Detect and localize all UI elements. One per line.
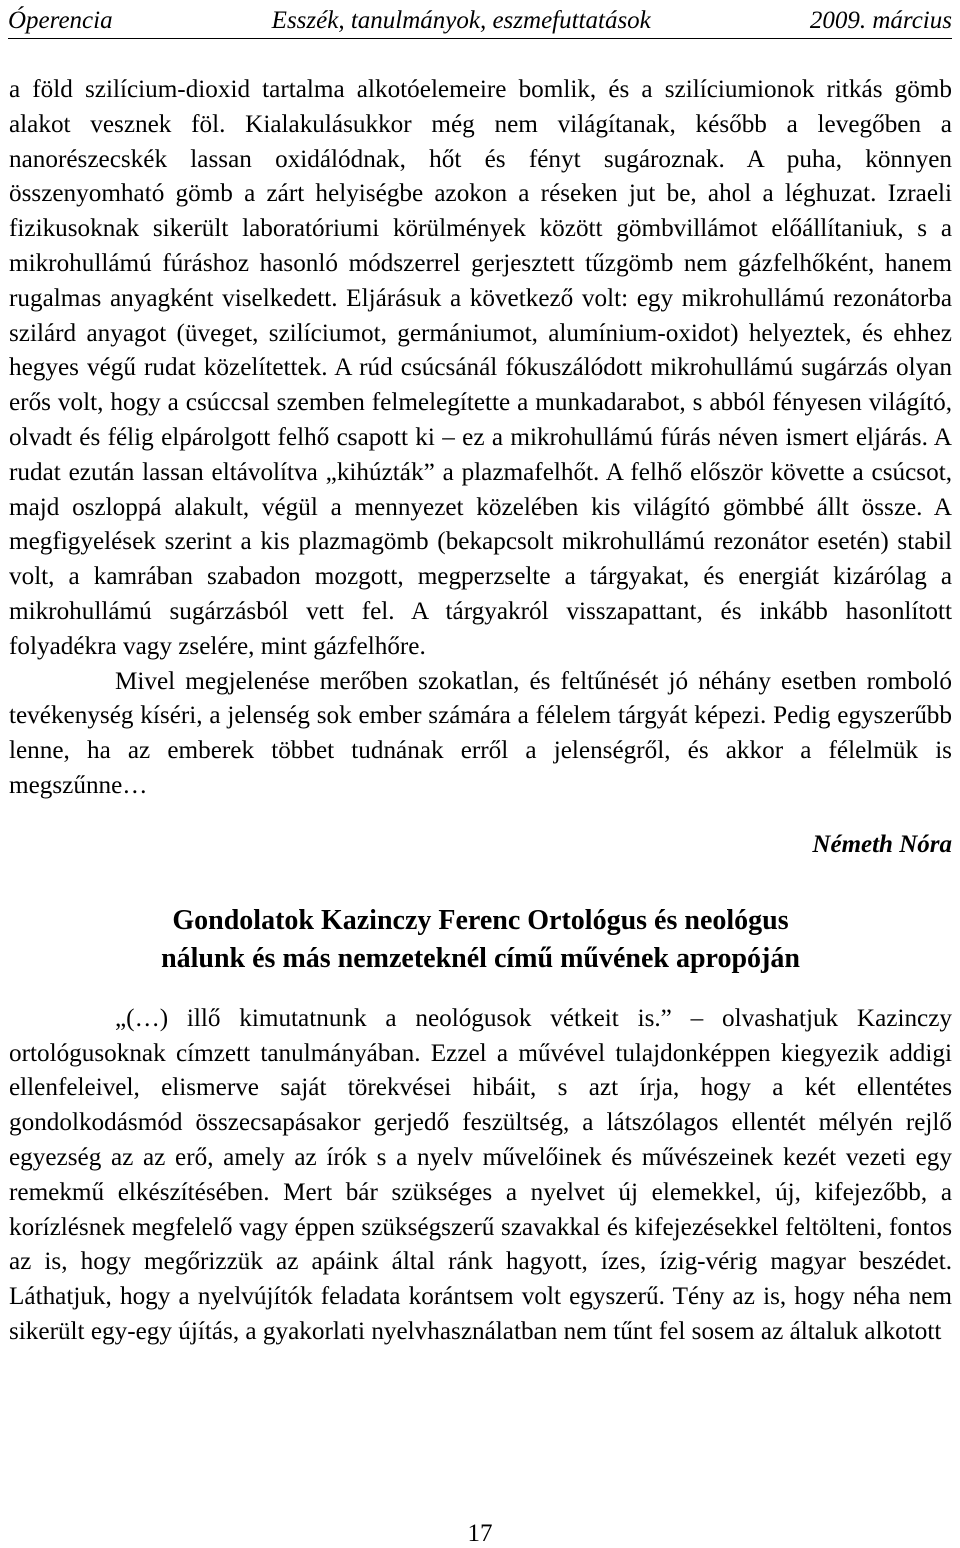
article2-title-line-2: nálunk és más nemzeteknél című művének apropóján — [161, 942, 800, 974]
article1-paragraph-1: a föld szilícium-dioxid tartalma alkotóelemeire bomlik, és a szilíciumionok ritkás gömb alakot vesznek föl. Kialakulásukkor még nem világítanak, később a levegőben a nanorészecskék lassan oxidálódnak, hőt és fényt sugároznak. A puha, könnyen összenyomható gömb a zárt helyiségbe azokon a réseken jut be, ahol a léghuzat. Izraeli fizikusoknak sikerült laboratóriumi körülmények között gömbvillámot előállítaniuk, s a mikrohullámú fúráshoz hasonló módszerrel gerjesztett tűzgömb nem gázfelhőként, hanem rugalmas anyagként viselkedett. Eljárásuk a következő volt: egy mikrohullámú rezonátorba szilárd anyagot (üveget, szilíciumot, germániumot, alumínium-oxidot) helyeztek, és ehhez hegyes végű rudat közelítettek. A rúd csúcsánál fókuszálódott mikrohullámú sugárzás olyan erős volt, hogy a csúccsal szemben felmelegítette a munkadarabot, s abból fényesen világító, olvadt és félig elpárolgott felhő csapott ki – ez a mikrohullámú fúrás néven ismert eljárás. A rudat ezután lassan eltávolítva „kihúzták” a plazmafelhőt. A felhő először követte a csúcsot, majd oszloppá alakult, végül a mennyezet közelében kis világító gömbbé állt össze. A megfigyelések szerint a kis plazmagömb (bekapcsolt mikrohullámú rezonátor esetén) stabil volt, a kamrában szabadon mozgott, megperzselte a tárgyakat, és energiát kizárólag a mikrohullámú sugárzásból vett fel. A tárgyakról visszapattant, és inkább hasonlított folyadékra vagy zselére, mint gázfelhőre. — [9, 76, 952, 660]
header-section-name: Esszék, tanulmányok, eszmefuttatások — [271, 7, 651, 34]
article1-paragraph-2: Mivel megjelenése merőben szokatlan, és feltűnését jó néhány esetben romboló tevékenység kíséri, a jelenség sok ember számára a félelem tárgyát képezi. Pedig egyszerűbb lenne, ha az emberek többet tudnának erről a jelenségről, és akkor a félelmük is megszűnne… — [9, 667, 952, 799]
header-issue-date: 2009. március — [809, 7, 952, 34]
running-header — [8, 4, 952, 39]
article2-paragraph-1: „(…) illő kimutatnunk a neológusok vétkeit is.” – olvashatjuk Kazinczy ortológusoknak címzett tanulmányában. Ezzel a művével tulajdonképpen kiegyezik addigi ellenfeleivel, elismerve saját törekvései hibáit, s azt írja, hogy a két ellentétes gondolkodásmód összecsapásakor gerjedő feszültség, a látszólagos ellentét mélyén rejlő egyezség az az erő, amely az írók s a nyelv művelőinek és művészeinek kezét vezeti egy remekmű elkészítésében. Mert bár szükséges a nyelvet új elemekkel, új, kifejezőbb, a korízlésnek megfelelő vagy éppen szükségszerű szavakkal és kifejezésekkel feltölteni, fontos az is, hogy megőrizzük az apáink által ránk hagyott, ízes, ízig-vérig magyar beszédet. Láthatjuk, hogy a nyelvújítók feladata korántsem volt egyszerű. Tény az is, hogy néha nem sikerült egy-egy újítás, a gyakorlati nyelvhasználatban nem tűnt fel sosem az általuk alkotott — [9, 1004, 952, 1345]
page-number: 17 — [467, 1520, 493, 1547]
page-content — [9, 73, 952, 1350]
header-journal-name: Óperencia — [8, 7, 113, 34]
article2-title-line-1: Gondolatok Kazinczy Ferenc Ortológus és neológus — [172, 904, 789, 936]
article2-title — [9, 902, 952, 978]
article1-author: Németh Nóra — [812, 830, 952, 858]
